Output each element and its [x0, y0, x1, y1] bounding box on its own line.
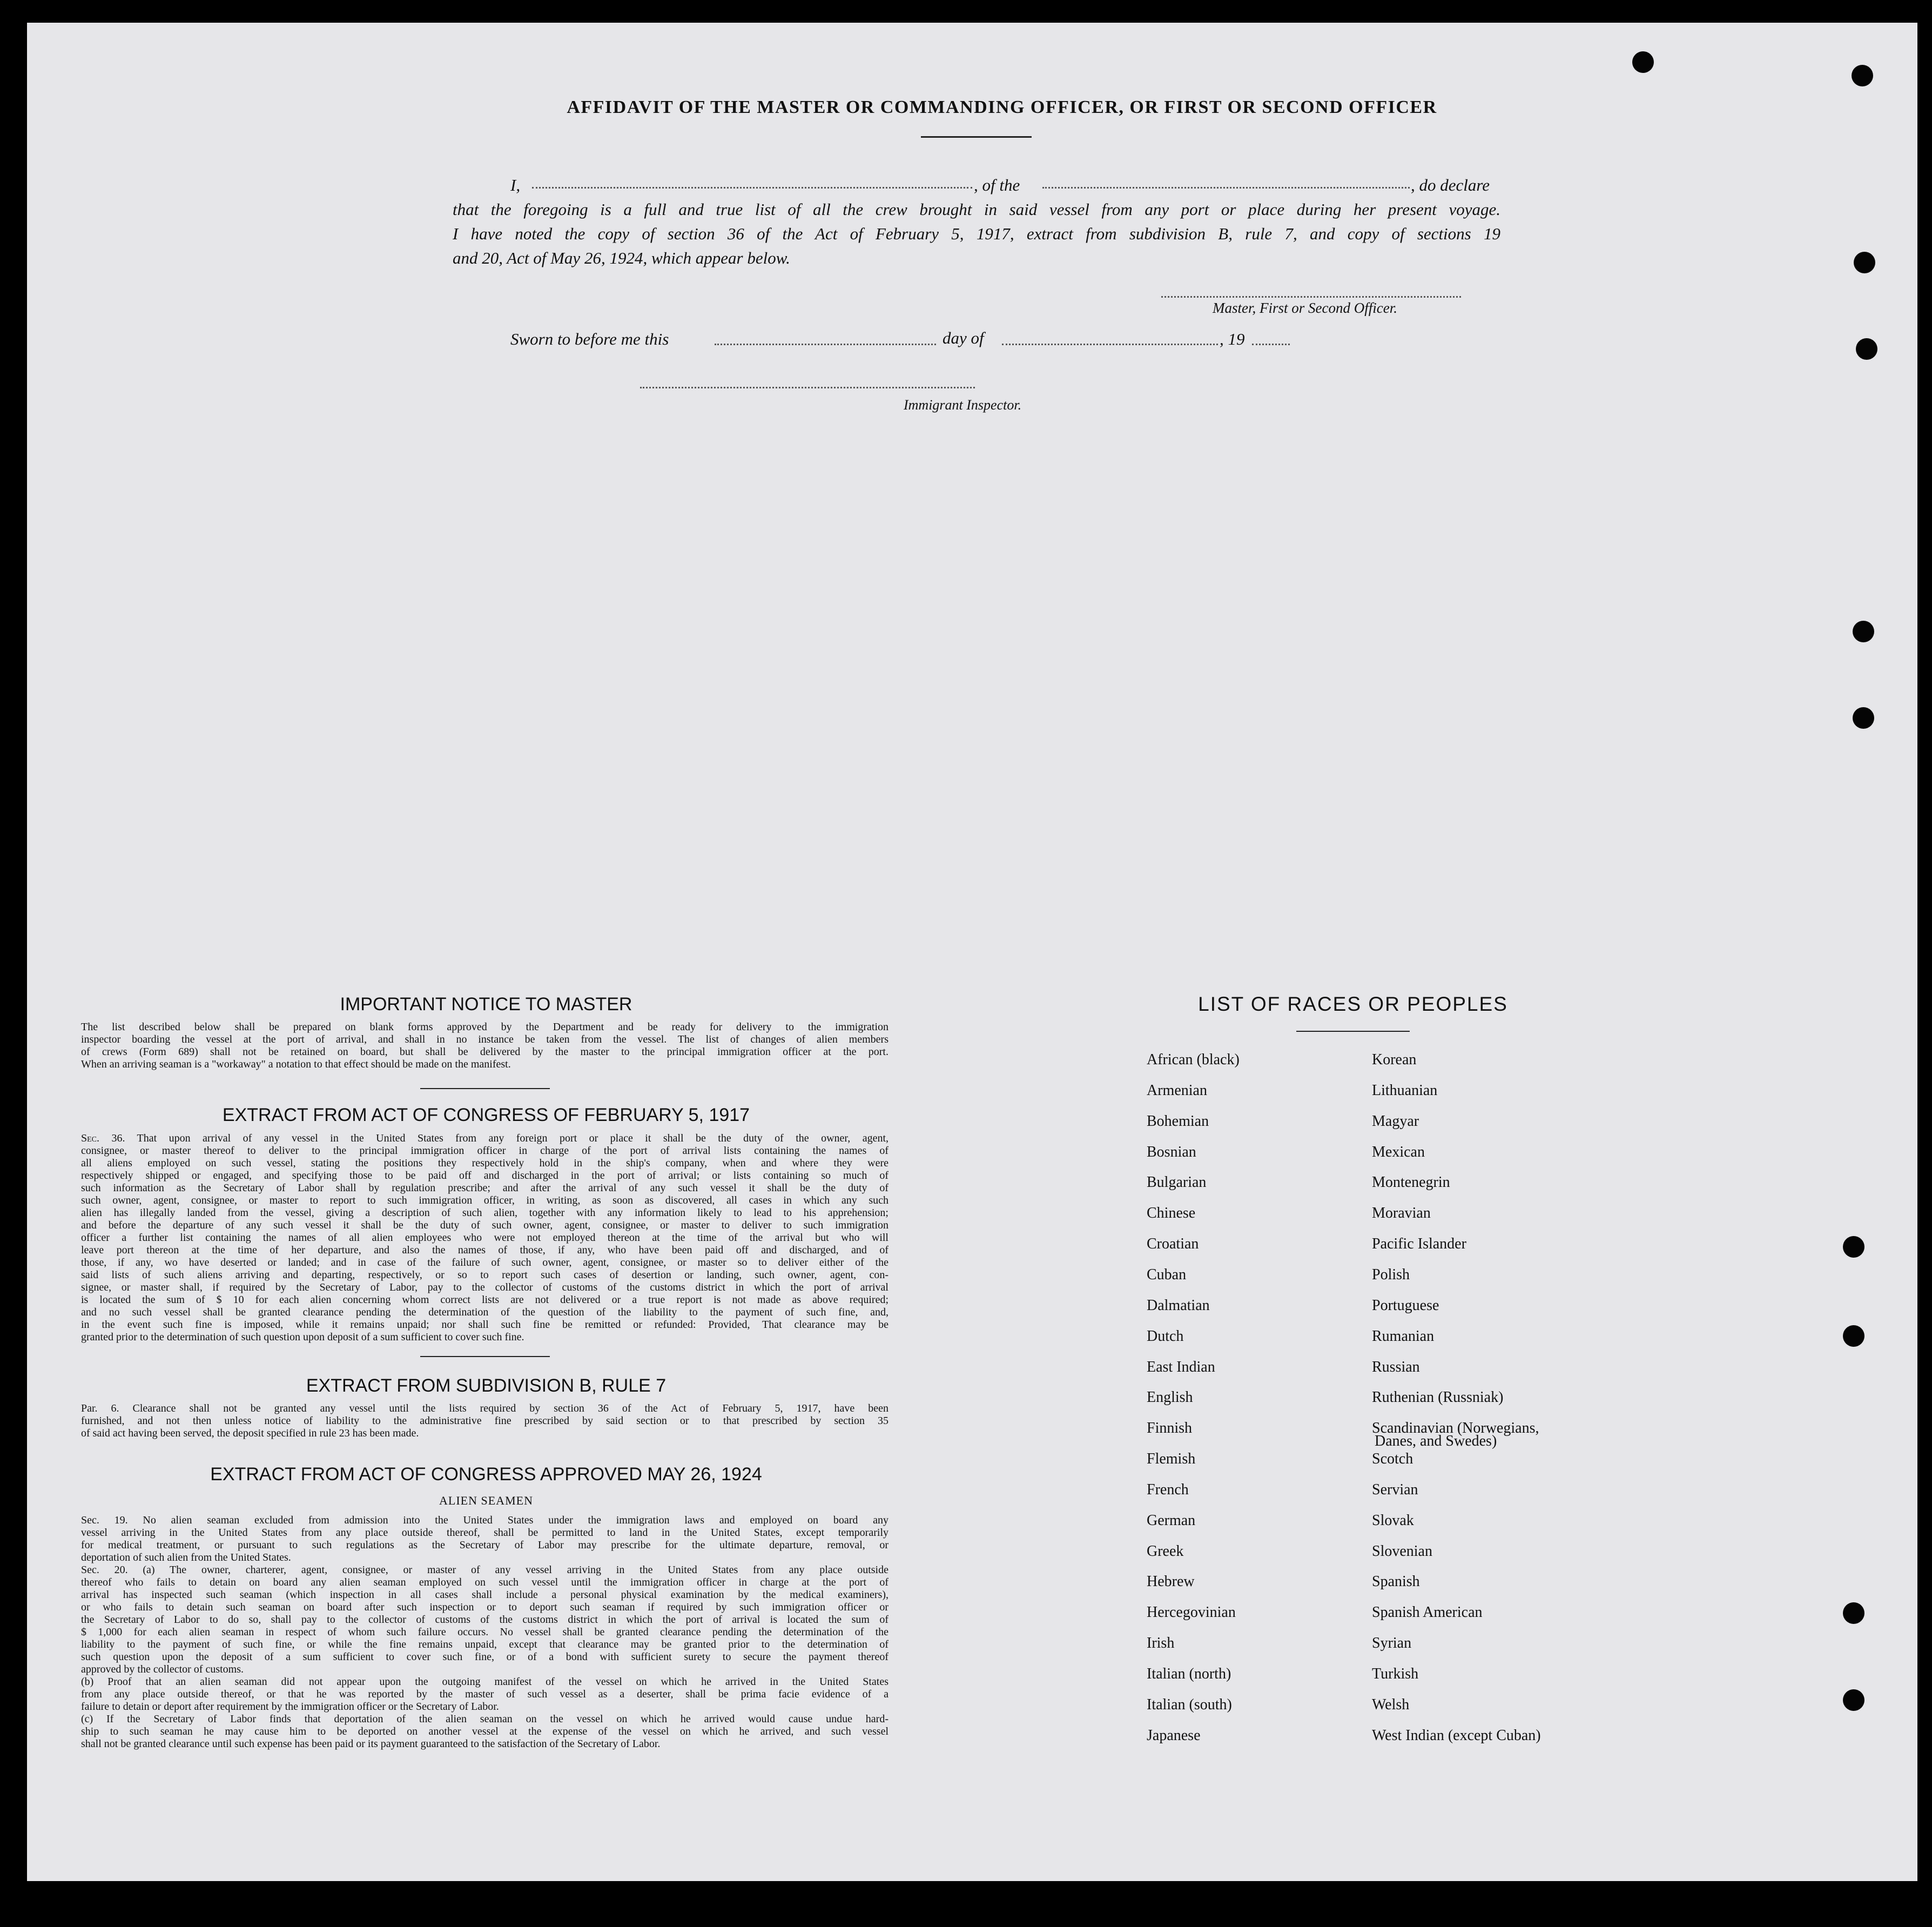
punch-hole — [1843, 1689, 1864, 1711]
extract-1917-line: in the event such fine is imposed, while it remains unpaid; nor shall such fine be remitted or refunded: Provided, That clearance may be — [81, 1319, 888, 1331]
race-item: Servian — [1372, 1481, 1418, 1498]
extract-1924-line: shall not be granted clearance until such expense has been paid or its payment guaranteed to the satisfaction of the Secretary of Labor. — [81, 1738, 661, 1750]
race-item: Montenegrin — [1372, 1174, 1450, 1191]
declaration-line-3: I have noted the copy of section 36 of the Act of February 5, 1917, extract from subdivision B, rule 7, and copy of sections 19 — [453, 224, 1500, 243]
races-title-underline — [1296, 1031, 1410, 1032]
section-abbrev: Sec. — [81, 1132, 100, 1144]
race-item: Pacific Islander — [1372, 1236, 1466, 1252]
sworn-month-field[interactable] — [1002, 344, 1218, 345]
declaration-line-2: that the foregoing is a full and true list of all the crew brought in said vessel from any port or place during her present voyage. — [453, 200, 1500, 219]
extract-1917-line: is located the sum of $ 10 for each alien concerning whom correct lists are not delivered or a true report is not made as above required; — [81, 1294, 888, 1306]
race-item: West Indian (except Cuban) — [1372, 1727, 1541, 1744]
punch-hole — [1856, 338, 1877, 360]
notice-line: The list described below shall be prepared on blank forms approved by the Department and be ready for delivery to the immigration — [81, 1021, 888, 1033]
declare-label: , do declare — [1411, 176, 1490, 194]
race-item: Dalmatian — [1147, 1297, 1210, 1314]
punch-hole — [1853, 621, 1874, 642]
extract-1924-line: deportation of such alien from the United States. — [81, 1552, 291, 1563]
race-item: Bohemian — [1147, 1113, 1209, 1130]
extract-1917-line: those, if any, wo have deserted or landed; and in case of the failure of such owner, agent, consignee, or master so to deliver either of the — [81, 1257, 888, 1268]
extract-1924-line: the Secretary of Labor to do so, shall pay to the collector of customs of the customs district in which the port of arrival is located the sum of — [81, 1614, 888, 1626]
race-item: Ruthenian (Russniak) — [1372, 1389, 1504, 1406]
race-item: Magyar — [1372, 1113, 1419, 1130]
race-item: Croatian — [1147, 1236, 1199, 1252]
officer-signature-field[interactable] — [1161, 296, 1461, 298]
extract-1917-line: signee, or master shall, if required by the Secretary of Labor, pay to the collector of customs of the customs district in which the port of arrival — [81, 1281, 888, 1293]
extract-1924-line: thereof who fails to detain on board any alien seaman employed on such vessel until the immigration officer in charge at the port of — [81, 1576, 888, 1588]
race-item: Rumanian — [1372, 1328, 1435, 1345]
extract-1917-line: leave port thereon at the time of her departure, and also the names of those, if any, who have been paid off and discharged, and of — [81, 1244, 888, 1256]
vessel-label: , of the — [974, 176, 1020, 194]
extract-1917-line: all aliens employed on such vessel, stating the positions they respectively hold in the ship's company, when and where they were — [81, 1157, 888, 1169]
race-item: Italian (north) — [1147, 1666, 1231, 1682]
race-item: Lithuanian — [1372, 1082, 1438, 1099]
race-item: Japanese — [1147, 1727, 1201, 1744]
race-item: Welsh — [1372, 1696, 1410, 1713]
race-item: Polish — [1372, 1266, 1410, 1283]
declarant-name-field[interactable] — [532, 187, 972, 189]
notice-line: of crews (Form 689) shall not be retained on board, but shall be delivered by the master to the principal immigration officer at the port. — [81, 1046, 888, 1058]
extract-1917-line: and before the departure of any such vessel it shall be the duty of such owner, agent, consignee, or master to deliver to such immigration — [81, 1219, 888, 1231]
extract-1924-line: or who fails to detain such seaman on board after such inspection or to deport such seaman if required by such immigration officer or — [81, 1601, 888, 1613]
race-item: Slovenian — [1372, 1543, 1432, 1560]
punch-hole — [1854, 252, 1875, 273]
extract-1917-line: such information as the Secretary of Labor shall by regulation prescribe; and after the arrival of any such vessel it shall be the duty of — [81, 1182, 888, 1194]
notice-line: inspector boarding the vessel at the port of arrival, and shall in no instance be taken from the vessel. The list of changes of alien members — [81, 1033, 888, 1045]
extract-1924-line: Sec. 19. No alien seaman excluded from admission into the United States under the immigration laws and employed on board any — [81, 1514, 888, 1526]
race-item: Greek — [1147, 1543, 1184, 1560]
declaration-line-4: and 20, Act of May 26, 1924, which appear below. — [453, 249, 790, 267]
race-item: Scandinavian (Norwegians, — [1372, 1420, 1539, 1436]
race-item: English — [1147, 1389, 1193, 1406]
extract-1924-line: ship to such seaman he may cause him to be deported on another vessel at the expense of the vessel on which he arrived, and such vessel — [81, 1725, 888, 1737]
extract-1924-text — [81, 1514, 888, 1750]
extract-1924-line: liability to the payment of such fine, or while the fine remains unpaid, except that clearance may be granted prior to the determination of — [81, 1639, 888, 1650]
extract-1924-line: $ 1,000 for each alien seaman in respect of whom such failure occurs. No vessel shall be granted clearance pending the determination of the — [81, 1626, 888, 1638]
sworn-label: Sworn to before me this — [510, 330, 669, 348]
extract-1924-line: vessel arriving in the United States from any place outside thereof, shall be permitted to land in the United States, except temporarily — [81, 1527, 888, 1539]
race-item: Bosnian — [1147, 1144, 1196, 1160]
year-label: , 19 — [1220, 330, 1245, 348]
race-item: Portuguese — [1372, 1297, 1439, 1314]
divider — [420, 1356, 550, 1357]
race-item: Chinese — [1147, 1205, 1196, 1221]
extract-1917-line-text: 36. That upon arrival of any vessel in the United States from any foreign port or place it shall be the duty of the owner, agent, — [99, 1132, 888, 1144]
race-item: Russian — [1372, 1359, 1420, 1375]
extract-1924-line: arrival has inspected such seaman (which inspection in all cases shall include a personal physical examination by the medical examiners), — [81, 1589, 888, 1601]
extract-1917-line: officer a further list containing the names of all alien employees who were not employed thereon at the time of the arrival but who will — [81, 1232, 888, 1244]
extract-1917-line: and no such vessel shall be granted clearance pending the determination of the question of the liability to the payment of such fine, and, — [81, 1306, 888, 1318]
punch-hole — [1632, 51, 1654, 73]
race-item: East Indian — [1147, 1359, 1215, 1375]
extract-1917-title: EXTRACT FROM ACT OF CONGRESS OF FEBRUARY 5, 1917 — [222, 1105, 750, 1125]
extract-1917-line: granted prior to the determination of such question upon deposit of a sum sufficient to cover such fine. — [81, 1331, 524, 1343]
extract-1917-line: said lists of such aliens arriving and departing, respectively, or so to report such cases of desertion or landing, such owner, agent, con- — [81, 1269, 888, 1281]
officer-signature-label: Master, First or Second Officer. — [1213, 300, 1397, 316]
rule-7-line: Par. 6. Clearance shall not be granted any vessel until the lists required by section 36 of the Act of February 5, 1917, have been — [81, 1402, 888, 1414]
race-item: Irish — [1147, 1635, 1175, 1651]
notice-line: When an arriving seaman is a "workaway" a notation to that effect should be made on the manifest. — [81, 1058, 511, 1070]
race-item: Hercegovinian — [1147, 1604, 1236, 1621]
race-item: Turkish — [1372, 1666, 1419, 1682]
race-item: Korean — [1372, 1051, 1417, 1068]
race-item: Mexican — [1372, 1144, 1425, 1160]
declarant-label: I, — [510, 176, 521, 194]
race-item: Hebrew — [1147, 1573, 1195, 1590]
rule-7-text — [81, 1402, 888, 1440]
extract-1924-line: for medical treatment, or pursuant to such regulations as the Secretary of Labor may prescribe for the ultimate departure, removal, or — [81, 1539, 888, 1551]
races-title: LIST OF RACES OR PEOPLES — [1198, 993, 1508, 1015]
race-item: Slovak — [1372, 1512, 1414, 1529]
race-item: Finnish — [1147, 1420, 1193, 1436]
extract-1917-line — [81, 1132, 888, 1145]
race-item: Armenian — [1147, 1082, 1207, 1099]
punch-hole — [1852, 65, 1873, 86]
race-item: French — [1147, 1481, 1189, 1498]
extract-1924-line: failure to detain or deport after requirement by the immigration officer or the Secretary of Labor. — [81, 1701, 499, 1713]
extract-1917-line: such owner, agent, consignee, or master to report to such immigration officer, in writing, as soon as discovered, all cases in which any such — [81, 1194, 888, 1206]
extract-1924-line: (b) Proof that an alien seaman did not appear upon the outgoing manifest of the vessel on which he arrived in the United States — [81, 1676, 888, 1688]
extract-1917-line: alien has illegally landed from the vessel, giving a description of such alien, together with any information likely to lead to his apprehension; — [81, 1207, 888, 1219]
inspector-signature-label: Immigrant Inspector. — [904, 397, 1022, 413]
alien-seamen-subtitle: ALIEN SEAMEN — [439, 1494, 533, 1507]
extract-1917-line: respectively shipped or engaged, and specifying those to be paid off and discharged in the port of arrival; or lists containing so much of — [81, 1170, 888, 1181]
race-item: Bulgarian — [1147, 1174, 1207, 1191]
punch-hole — [1853, 707, 1874, 729]
sworn-year-field[interactable] — [1252, 344, 1290, 345]
race-item: German — [1147, 1512, 1196, 1529]
race-item: Spanish — [1372, 1573, 1420, 1590]
rule-7-line: of said act having been served, the deposit specified in rule 23 has been made. — [81, 1427, 419, 1439]
race-item: Moravian — [1372, 1205, 1431, 1221]
extract-1924-line: Sec. 20. (a) The owner, charterer, agent, consignee, or master of any vessel arriving in the United States from any place outside — [81, 1564, 888, 1576]
rule-7-title: EXTRACT FROM SUBDIVISION B, RULE 7 — [306, 1375, 667, 1396]
sworn-day-field[interactable] — [715, 344, 936, 345]
punch-hole — [1843, 1325, 1864, 1347]
race-item: Dutch — [1147, 1328, 1184, 1345]
extract-1924-title: EXTRACT FROM ACT OF CONGRESS APPROVED MAY 26, 1924 — [210, 1464, 762, 1485]
race-item: Syrian — [1372, 1635, 1412, 1651]
extract-1917-line: consignee, or master thereof to deliver to the principal immigration officer in charge of the port of arrival lists containing the names of — [81, 1145, 888, 1157]
extract-1917-text — [81, 1132, 888, 1344]
affidavit-title: AFFIDAVIT OF THE MASTER OR COMMANDING OFFICER, OR FIRST OR SECOND OFFICER — [567, 97, 1437, 117]
extract-1924-line: from any place outside thereof, or that he was reported by the master of such vessel as a deserter, shall be prima facie evidence of a — [81, 1688, 888, 1700]
punch-hole — [1843, 1236, 1864, 1258]
race-item: African (black) — [1147, 1051, 1240, 1068]
inspector-signature-field[interactable] — [640, 387, 975, 388]
race-item: Spanish American — [1372, 1604, 1483, 1621]
race-item: Scotch — [1372, 1451, 1413, 1467]
race-item: Cuban — [1147, 1266, 1187, 1283]
notice-title: IMPORTANT NOTICE TO MASTER — [340, 994, 632, 1015]
punch-hole — [1843, 1602, 1864, 1624]
race-item: Flemish — [1147, 1451, 1196, 1467]
extract-1924-line: (c) If the Secretary of Labor finds that deportation of the alien seaman on the vessel on which he arrived would cause undue hard- — [81, 1713, 888, 1725]
rule-7-line: furnished, and not then unless notice of liability to the administrative fine prescribed by said section or to that prescribed by section 35 — [81, 1415, 888, 1427]
notice-text — [81, 1021, 888, 1071]
title-underline — [921, 136, 1032, 138]
vessel-name-field[interactable] — [1042, 187, 1410, 189]
race-item: Italian (south) — [1147, 1696, 1232, 1713]
race-item-continuation: Danes, and Swedes) — [1375, 1433, 1497, 1449]
extract-1924-line: such question upon the deposit of a sum sufficient to cover such fine, or of a bond with sufficient surety to secure the payment thereof — [81, 1651, 888, 1663]
divider — [420, 1088, 550, 1089]
day-of-label: day of — [943, 328, 984, 347]
extract-1924-line: approved by the collector of customs. — [81, 1663, 244, 1675]
